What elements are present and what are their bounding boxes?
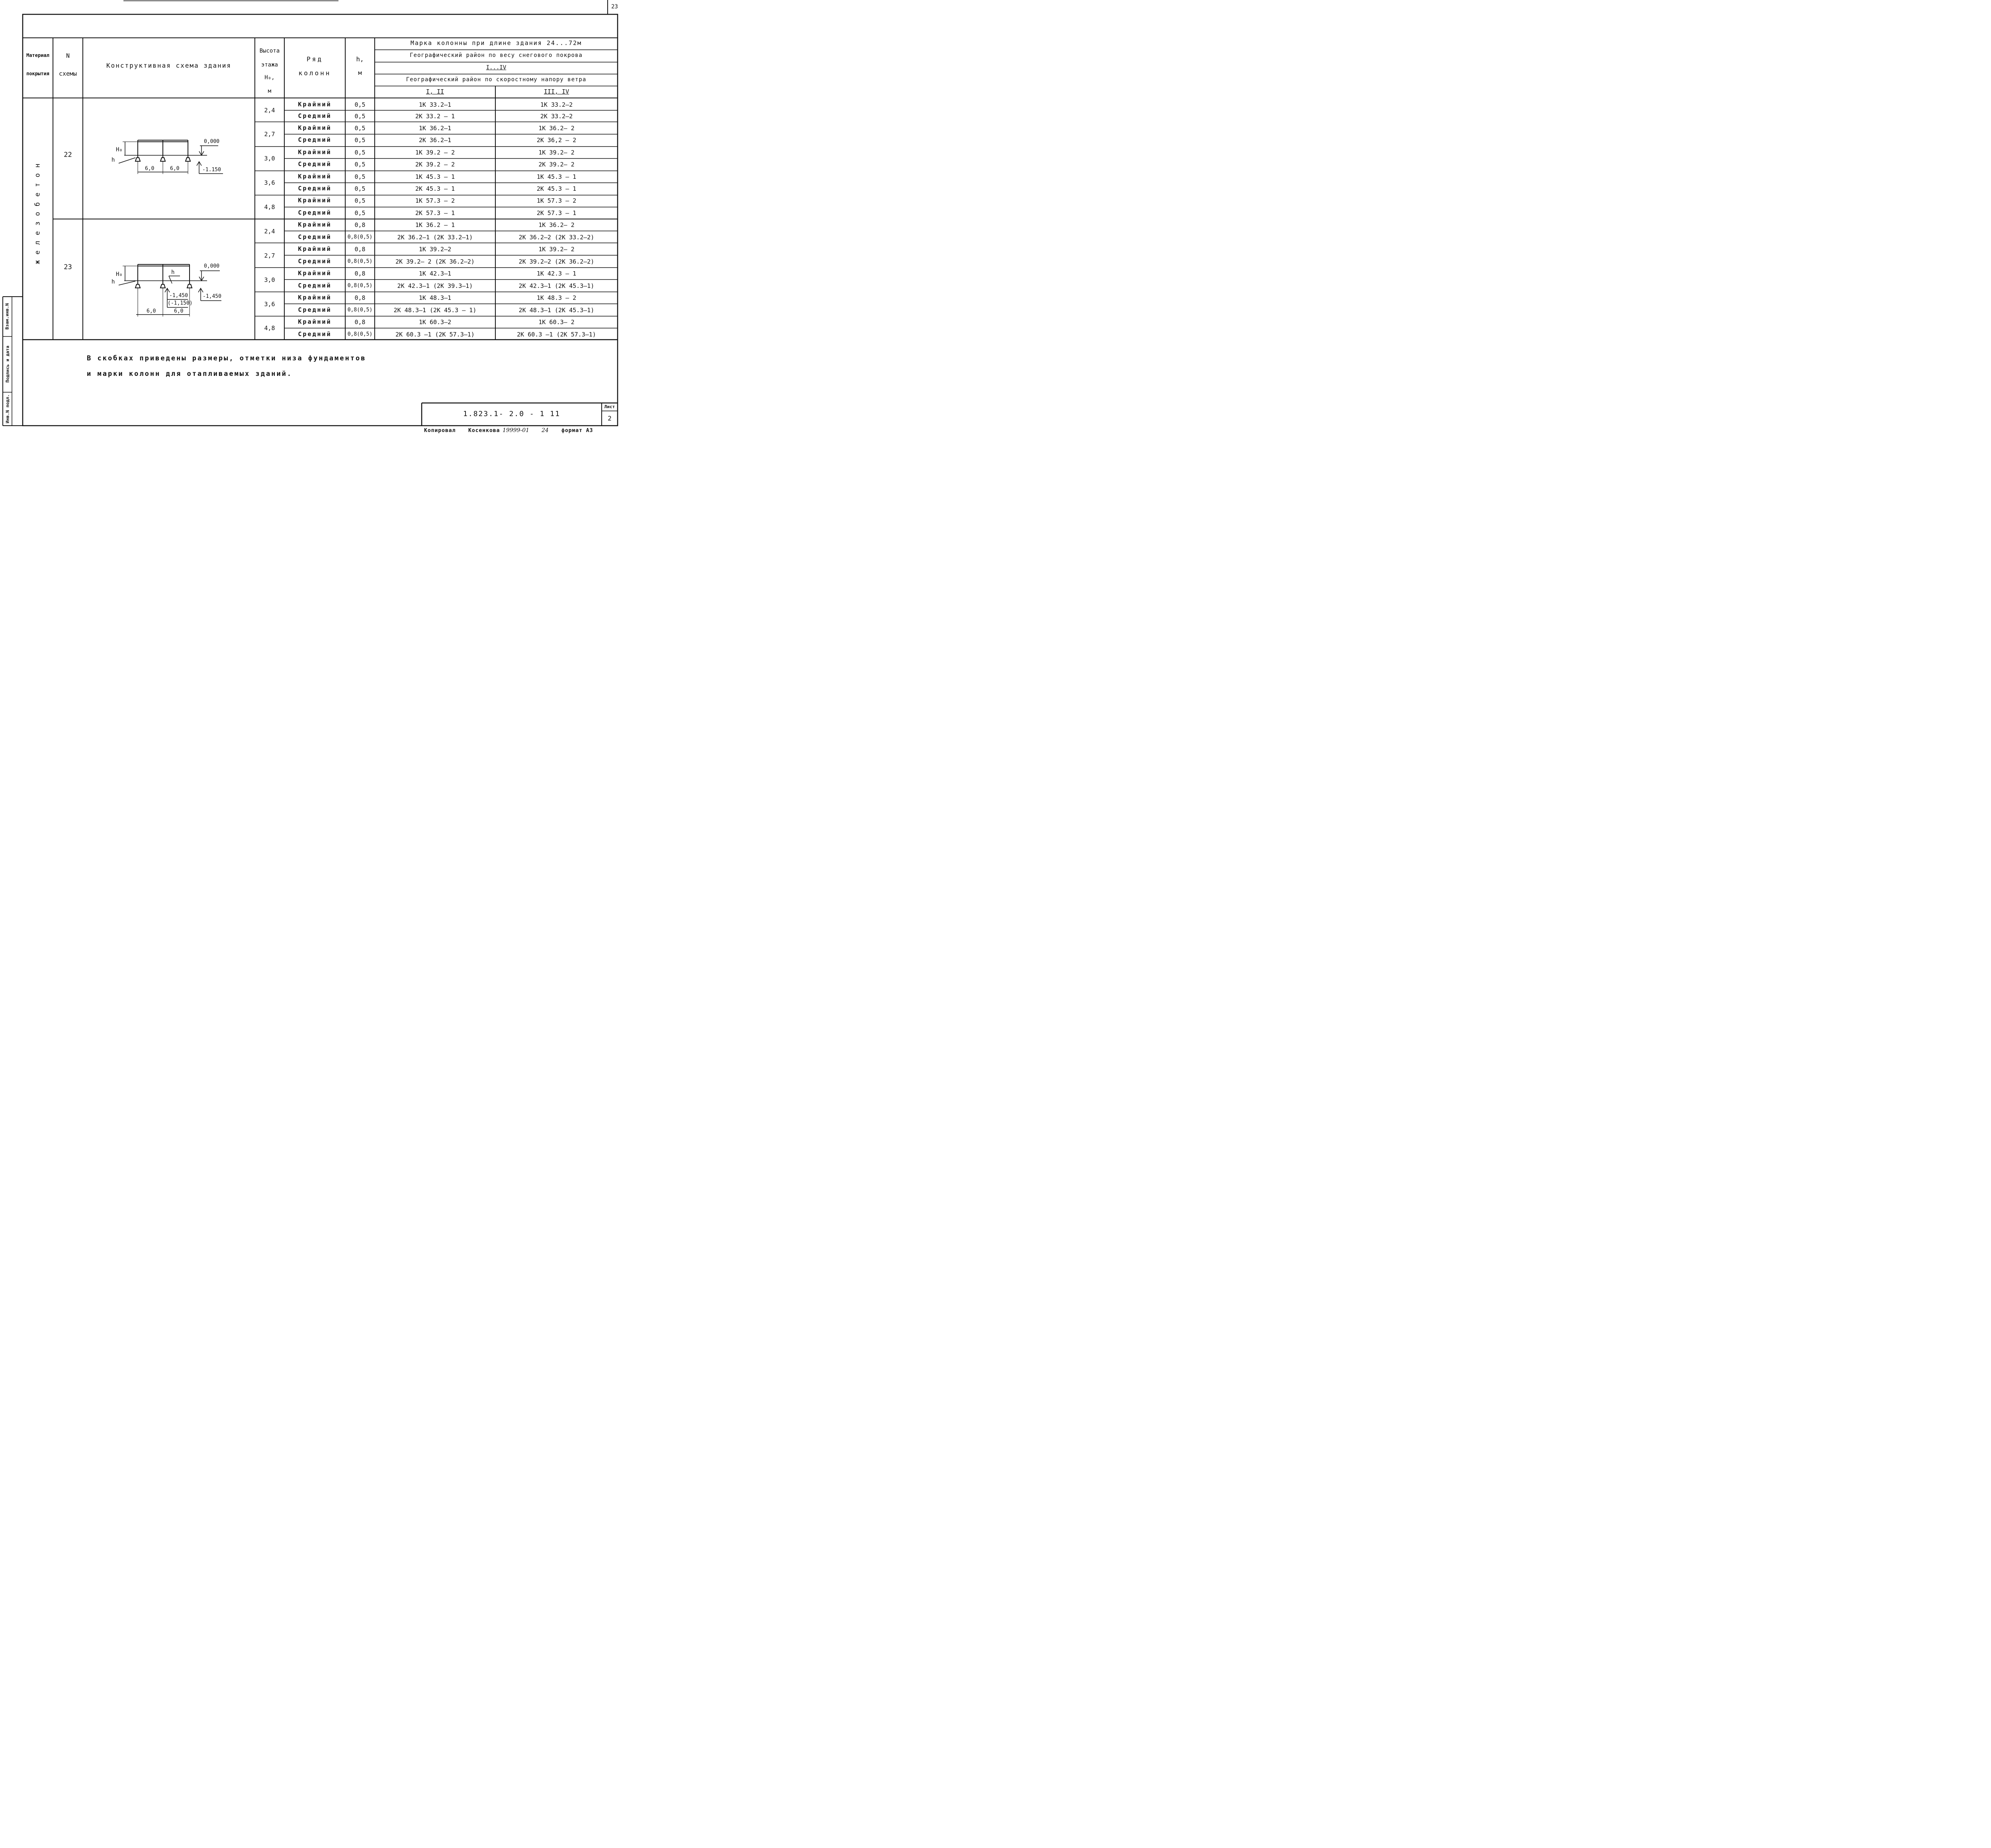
scheme22-level-top: 0,000	[204, 139, 220, 145]
height-cell: 3,0	[264, 276, 275, 284]
row-type-cell: Крайний	[298, 221, 332, 228]
scheme23-ho-label: H₀	[116, 271, 123, 278]
sheet-number: 2	[608, 415, 612, 422]
mark-wind1-cell: 1К 36.2—1	[419, 125, 452, 132]
mark-wind2-cell: 2К 45.3 — 1	[536, 185, 577, 192]
mark-wind1-cell: 1К 45.3 — 1	[415, 173, 455, 180]
mark-wind1-cell: 1К 42.3—1	[419, 270, 452, 277]
row-type-cell: Средний	[298, 160, 332, 168]
height-cell: 2,4	[264, 228, 275, 235]
header-snow-value: I...IV	[486, 65, 507, 71]
h-cell: 0,5	[354, 149, 366, 156]
mark-wind1-cell: 2К 60.3 —1 (2К 57.3—1)	[395, 331, 475, 338]
row-type-cell: Средний	[298, 209, 332, 216]
mark-wind1-cell: 1К 57.3 — 2	[415, 197, 455, 204]
mark-wind1-cell: 1К 60.3—2	[419, 319, 452, 326]
side-stamp-signature	[3, 336, 12, 392]
row-type-cell: Крайний	[298, 173, 332, 180]
header-wind-2: III, IV	[544, 88, 569, 95]
mark-wind1-cell: 1К 39.2 — 2	[415, 149, 455, 156]
scheme22-level-bottom: -1.150	[202, 167, 221, 173]
height-cell: 3,6	[264, 179, 275, 186]
scheme23-level-mid: -1,450	[169, 293, 188, 299]
height-cell: 4,8	[264, 325, 275, 332]
document-code: 1.823.1- 2.0 - 1 11	[463, 410, 560, 418]
header-height-2: этажа	[261, 62, 278, 68]
footer-handwritten-no: 24	[542, 427, 549, 434]
h-cell: 0,5	[354, 101, 366, 108]
header-scheme-no-2: схемы	[59, 70, 77, 77]
row-type-cell: Средний	[298, 136, 332, 143]
height-cell: 3,6	[264, 301, 275, 308]
header-h-2: м	[358, 69, 362, 76]
row-type-cell: Крайний	[298, 294, 332, 301]
mark-wind2-cell: 2К 48.3—1 (2К 45.3—1)	[518, 307, 595, 314]
header-row-2: колонн	[298, 69, 331, 77]
h-cell: 0,8	[354, 270, 366, 277]
scheme-number-23: 23	[64, 263, 72, 271]
mark-wind1-cell: 1К 36.2 — 1	[415, 221, 455, 229]
footer-copied: Копировал	[424, 428, 456, 434]
mark-wind2-cell: 2К 36,2 — 2	[536, 137, 577, 144]
row-type-cell: Средний	[298, 185, 332, 192]
scheme22-ho-label: H₀	[116, 147, 123, 153]
row-type-cell: Средний	[298, 282, 332, 289]
mark-wind2-cell: 1К 33.2—2	[540, 101, 573, 108]
mark-wind2-cell: 1К 45.3 — 1	[536, 173, 577, 180]
mark-wind1-cell: 2К 57.3 — 1	[415, 209, 455, 217]
h-cell: 0,5	[354, 197, 366, 204]
mark-wind2-cell: 1К 57.3 — 2	[536, 197, 577, 204]
mark-wind1-cell: 2К 39.2 — 2	[415, 161, 455, 168]
mark-wind2-cell: 1К 42.3 — 1	[536, 270, 577, 277]
mark-wind1-cell: 2К 36.2—1	[419, 137, 452, 144]
material-value-cell	[32, 158, 44, 267]
scheme23-level-bottom: -1,450	[203, 293, 221, 299]
side-stamp-vzam-text: Взам.инв.N	[4, 303, 10, 330]
scheme23-span2: 6,0	[174, 308, 184, 314]
h-cell: 0,5	[354, 113, 366, 120]
mark-wind1-cell: 2К 42.3—1 (2К 39.3—1)	[397, 282, 473, 289]
mark-wind1-cell: 1К 48.3—1	[419, 294, 452, 301]
mark-wind1-cell: 2К 33.2 — 1	[415, 113, 455, 120]
h-cell: 0,8(0,5)	[347, 234, 373, 240]
row-type-cell: Средний	[298, 330, 332, 338]
side-stamp-signature-text: Подпись и дата	[5, 346, 10, 383]
row-type-cell: Крайний	[298, 101, 332, 108]
mark-wind2-cell: 1К 36.2— 2	[538, 221, 575, 229]
mark-wind2-cell: 2К 42.3—1 (2К 45.3—1)	[518, 282, 595, 289]
side-stamp-inv-podl-text: Инв.N подл.	[5, 394, 10, 423]
side-stamp-vzam	[3, 297, 12, 336]
scheme23-level-top: 0,000	[204, 263, 220, 269]
mark-wind2-cell: 1К 60.3— 2	[538, 319, 575, 326]
row-type-cell: Крайний	[298, 149, 332, 156]
mark-wind2-cell: 2К 57.3 — 1	[536, 209, 577, 217]
footer-name: Косенкова	[468, 428, 500, 434]
mark-wind2-cell: 2К 36.2—2 (2К 33.2—2)	[518, 234, 595, 241]
mark-wind2-cell: 1К 39.2— 2	[538, 149, 575, 156]
h-cell: 0,8	[354, 294, 366, 301]
mark-wind1-cell: 1К 33.2—1	[419, 101, 452, 108]
header-material-2: покрытия	[26, 71, 49, 76]
row-type-cell: Средний	[298, 258, 332, 265]
height-cell: 2,4	[264, 107, 275, 114]
h-cell: 0,8	[354, 221, 366, 229]
height-cell: 4,8	[264, 203, 275, 211]
header-wind-region: Географический район по скоростному напору ветра	[406, 76, 587, 83]
h-cell: 0,8(0,5)	[347, 331, 373, 337]
height-cell: 3,0	[264, 155, 275, 162]
scheme22-h-label: h	[111, 157, 115, 163]
h-cell: 0,8(0,5)	[347, 307, 373, 313]
row-type-cell: Крайний	[298, 270, 332, 277]
header-snow-region: Географический район по весу снегового покрова	[410, 52, 583, 59]
h-cell: 0,8(0,5)	[347, 283, 373, 289]
row-type-cell: Крайний	[298, 197, 332, 204]
row-type-cell: Средний	[298, 306, 332, 313]
scheme22-span2: 6,0	[170, 166, 180, 172]
scheme23-span1: 6,0	[147, 308, 156, 314]
header-scheme-no-1: N	[66, 52, 70, 59]
header-height-1: Высота	[259, 48, 280, 54]
mark-wind1-cell: 2К 39.2— 2 (2К 36.2—2)	[395, 258, 475, 265]
height-cell: 2,7	[264, 131, 275, 138]
mark-wind2-cell: 2К 39.2—2 (2К 36.2—2)	[518, 258, 595, 265]
h-cell: 0,8	[354, 319, 366, 326]
scheme22-span1: 6,0	[145, 166, 155, 172]
h-cell: 0,8	[354, 246, 366, 253]
h-cell: 0,5	[354, 173, 366, 180]
row-type-cell: Средний	[298, 112, 332, 119]
row-type-cell: Средний	[298, 233, 332, 241]
mark-wind1-cell: 2К 45.3 — 1	[415, 185, 455, 192]
mark-wind2-cell: 1К 48.3 — 2	[536, 294, 577, 301]
h-cell: 0,5	[354, 161, 366, 168]
mark-wind2-cell: 2К 39.2— 2	[538, 161, 575, 168]
header-material-1: Материал	[26, 53, 49, 58]
header-scheme: Конструктивная схема здания	[106, 62, 232, 69]
mark-wind2-cell: 2К 60.3 —1 (2К 57.3—1)	[517, 331, 596, 338]
material-value: железобетон	[33, 158, 42, 264]
h-cell: 0,8(0,5)	[347, 258, 373, 264]
row-type-cell: Крайний	[298, 124, 332, 131]
footer-format: формат А3	[561, 428, 593, 434]
page-number: 23	[611, 4, 618, 10]
header-row-1: Ряд	[307, 55, 323, 63]
footer-handwritten: 19999-01	[503, 427, 530, 434]
mark-wind1-cell: 2К 36.2—1 (2К 33.2—1)	[397, 234, 473, 241]
header-marka: Марка колонны при длине здания 24...72м	[410, 39, 582, 47]
note-line-1: В скобках приведены размеры, отметки низа фундаментов	[87, 354, 366, 362]
row-type-cell: Крайний	[298, 318, 332, 325]
h-cell: 0,5	[354, 137, 366, 144]
header-h-1: h,	[356, 55, 364, 63]
row-type-cell: Крайний	[298, 245, 332, 252]
header-height-4: м	[268, 88, 272, 94]
scheme23-h-mid-label: h	[171, 269, 175, 276]
header-wind-1: I, II	[426, 88, 444, 95]
scheme23-h-label: h	[111, 279, 115, 285]
height-cell: 2,7	[264, 252, 275, 259]
mark-wind2-cell: 1К 36.2— 2	[538, 125, 575, 132]
header-height-3: H₀,	[264, 74, 275, 81]
side-stamp-inv-podl	[3, 392, 12, 426]
scheme-number-22: 22	[64, 151, 72, 159]
note-line-2: и марки колонн для отапливаемых зданий.	[87, 370, 293, 378]
mark-wind2-cell: 2К 33.2—2	[540, 113, 573, 120]
sheet-label: Лист	[604, 404, 615, 409]
h-cell: 0,5	[354, 125, 366, 132]
scheme23-level-mid-paren: (-1,150)	[168, 300, 193, 306]
mark-wind1-cell: 1К 39.2—2	[419, 246, 452, 253]
h-cell: 0,5	[354, 209, 366, 217]
mark-wind2-cell: 1К 39.2— 2	[538, 246, 575, 253]
h-cell: 0,5	[354, 185, 366, 192]
mark-wind1-cell: 2К 48.3—1 (2К 45.3 — 1)	[393, 307, 477, 314]
